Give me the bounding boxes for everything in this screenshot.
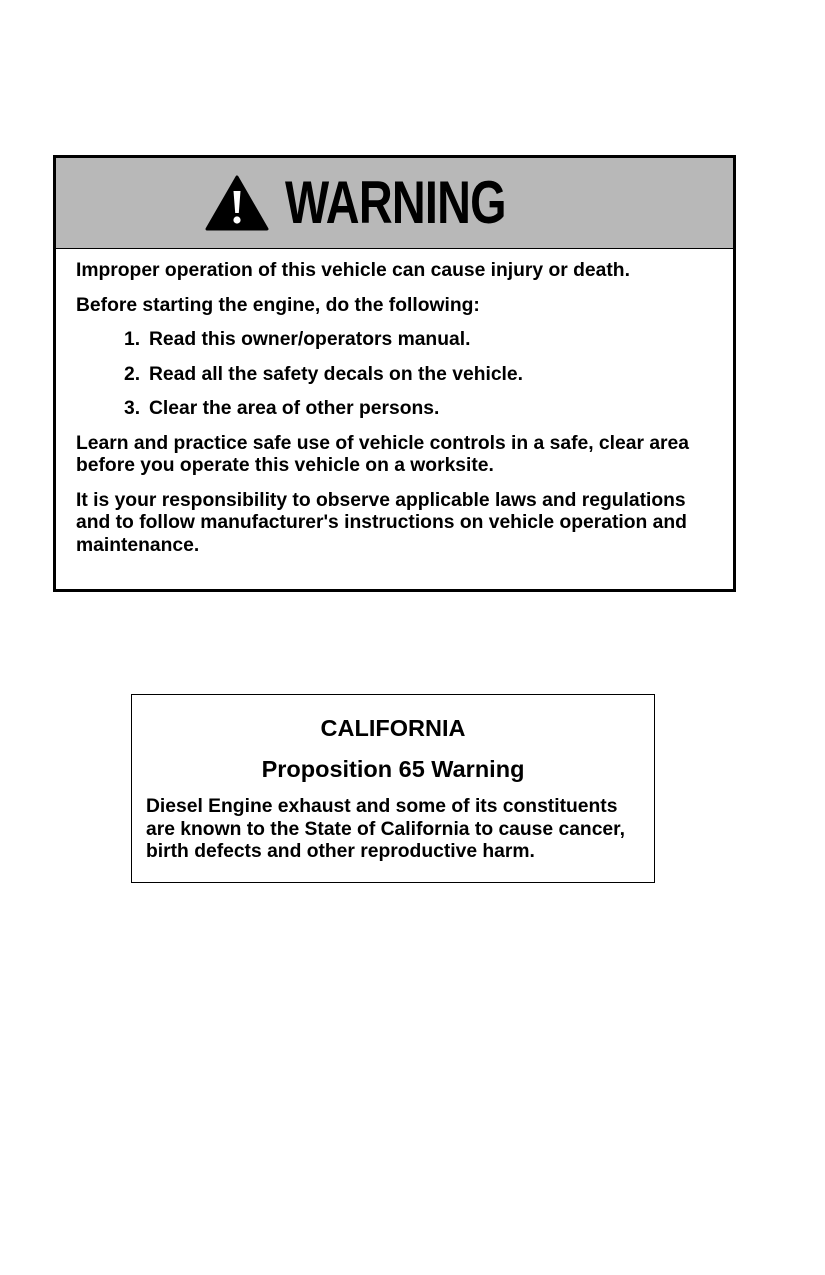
step-item [124,364,713,387]
steps-list [76,329,713,421]
step-item [124,398,713,421]
prop65-heading-california: CALIFORNIA [320,715,466,741]
warning-box [53,155,736,592]
step-number: 1. [124,329,141,350]
warning-header [56,158,733,249]
warning-triangle-icon [205,175,269,231]
warning-paragraph-responsibility: It is your responsibility to observe applicable laws and regulations and to follow manufacturer's instructions on vehicle operation and maintenance. [76,489,687,556]
step-item [124,329,713,352]
step-text: Read all the safety decals on the vehicle. [149,363,523,385]
warning-paragraph-practice: Learn and practice safe use of vehicle controls in a safe, clear area before you operate this vehicle on a worksite. [76,432,689,476]
prop65-box [131,694,655,883]
warning-line-before-starting: Before starting the engine, do the following: [76,294,480,316]
warning-body [56,249,733,557]
step-text: Clear the area of other persons. [149,398,440,419]
prop65-heading-warning: Proposition 65 Warning [261,756,525,782]
step-number: 2. [124,363,141,385]
prop65-text: Diesel Engine exhaust and some of its constituents are known to the State of California to cause cancer, birth defects and other reproductive harm. [146,796,625,862]
step-number: 3. [124,398,141,419]
warning-title: WARNING [284,169,506,236]
warning-line-injury: Improper operation of this vehicle can cause injury or death. [76,260,630,281]
step-text: Read this owner/operators manual. [149,329,471,350]
